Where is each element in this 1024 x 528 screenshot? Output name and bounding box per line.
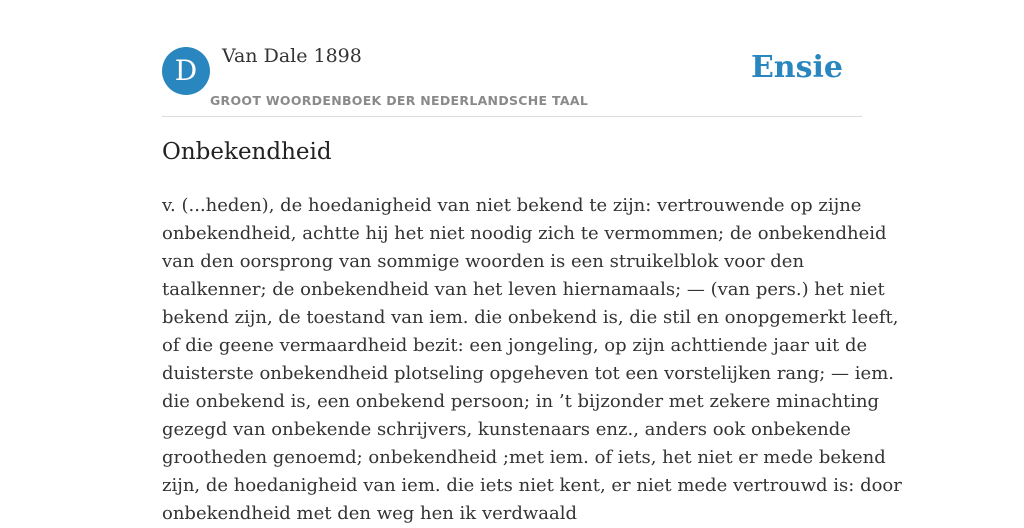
definition-line: die onbekend is, een onbekend persoon; in ’t bijzonder met zekere minachting [162, 391, 880, 412]
definition-line: v. (...heden), de hoedanigheid van niet bekend te zijn: vertrouwende op zijne [162, 195, 862, 216]
entry-title: Onbekendheid [162, 139, 332, 165]
definition-line: zijn, de hoedanigheid van iem. die iets niet kent, er niet mede vertrouwd is: door [162, 475, 902, 496]
definition-line: onbekendheid, achtte hij het niet noodig zich te vermommen; de onbekendheid [162, 223, 887, 244]
dictionary-subtitle: GROOT WOORDENBOEK DER NEDERLANDSCHE TAAL [210, 93, 589, 108]
entry-definition [162, 192, 902, 528]
definition-line: of die geene vermaardheid bezit: een jongeling, op zijn achttiende jaar uit de [162, 335, 868, 356]
dictionary-name[interactable]: Van Dale 1898 [222, 45, 362, 67]
definition-line: bekend zijn, de toestand van iem. die onbekend is, die stil en onopgemerkt leeft, [162, 307, 899, 328]
definition-line: gezegd van onbekende schrijvers, kunstenaars enz., anders ook onbekende [162, 419, 851, 440]
dictionary-avatar[interactable]: D [162, 47, 210, 95]
definition-line: van den oorsprong van sommige woorden is een struikelblok voor den [162, 251, 805, 272]
definition-line: duisterste onbekendheid plotseling opgeheven tot een vorstelijken rang; — iem. [162, 363, 894, 384]
dictionary-header [162, 0, 862, 117]
definition-line: onbekendheid met den weg hen ik verdwaald [162, 503, 578, 524]
definition-line: grootheden genoemd; onbekendheid ;met iem. of iets, het niet er mede bekend [162, 447, 886, 468]
definition-line: taalkenner; de onbekendheid van het leven hiernamaals; — (van pers.) het niet [162, 279, 885, 300]
brand-logo[interactable]: Ensie [750, 50, 843, 85]
